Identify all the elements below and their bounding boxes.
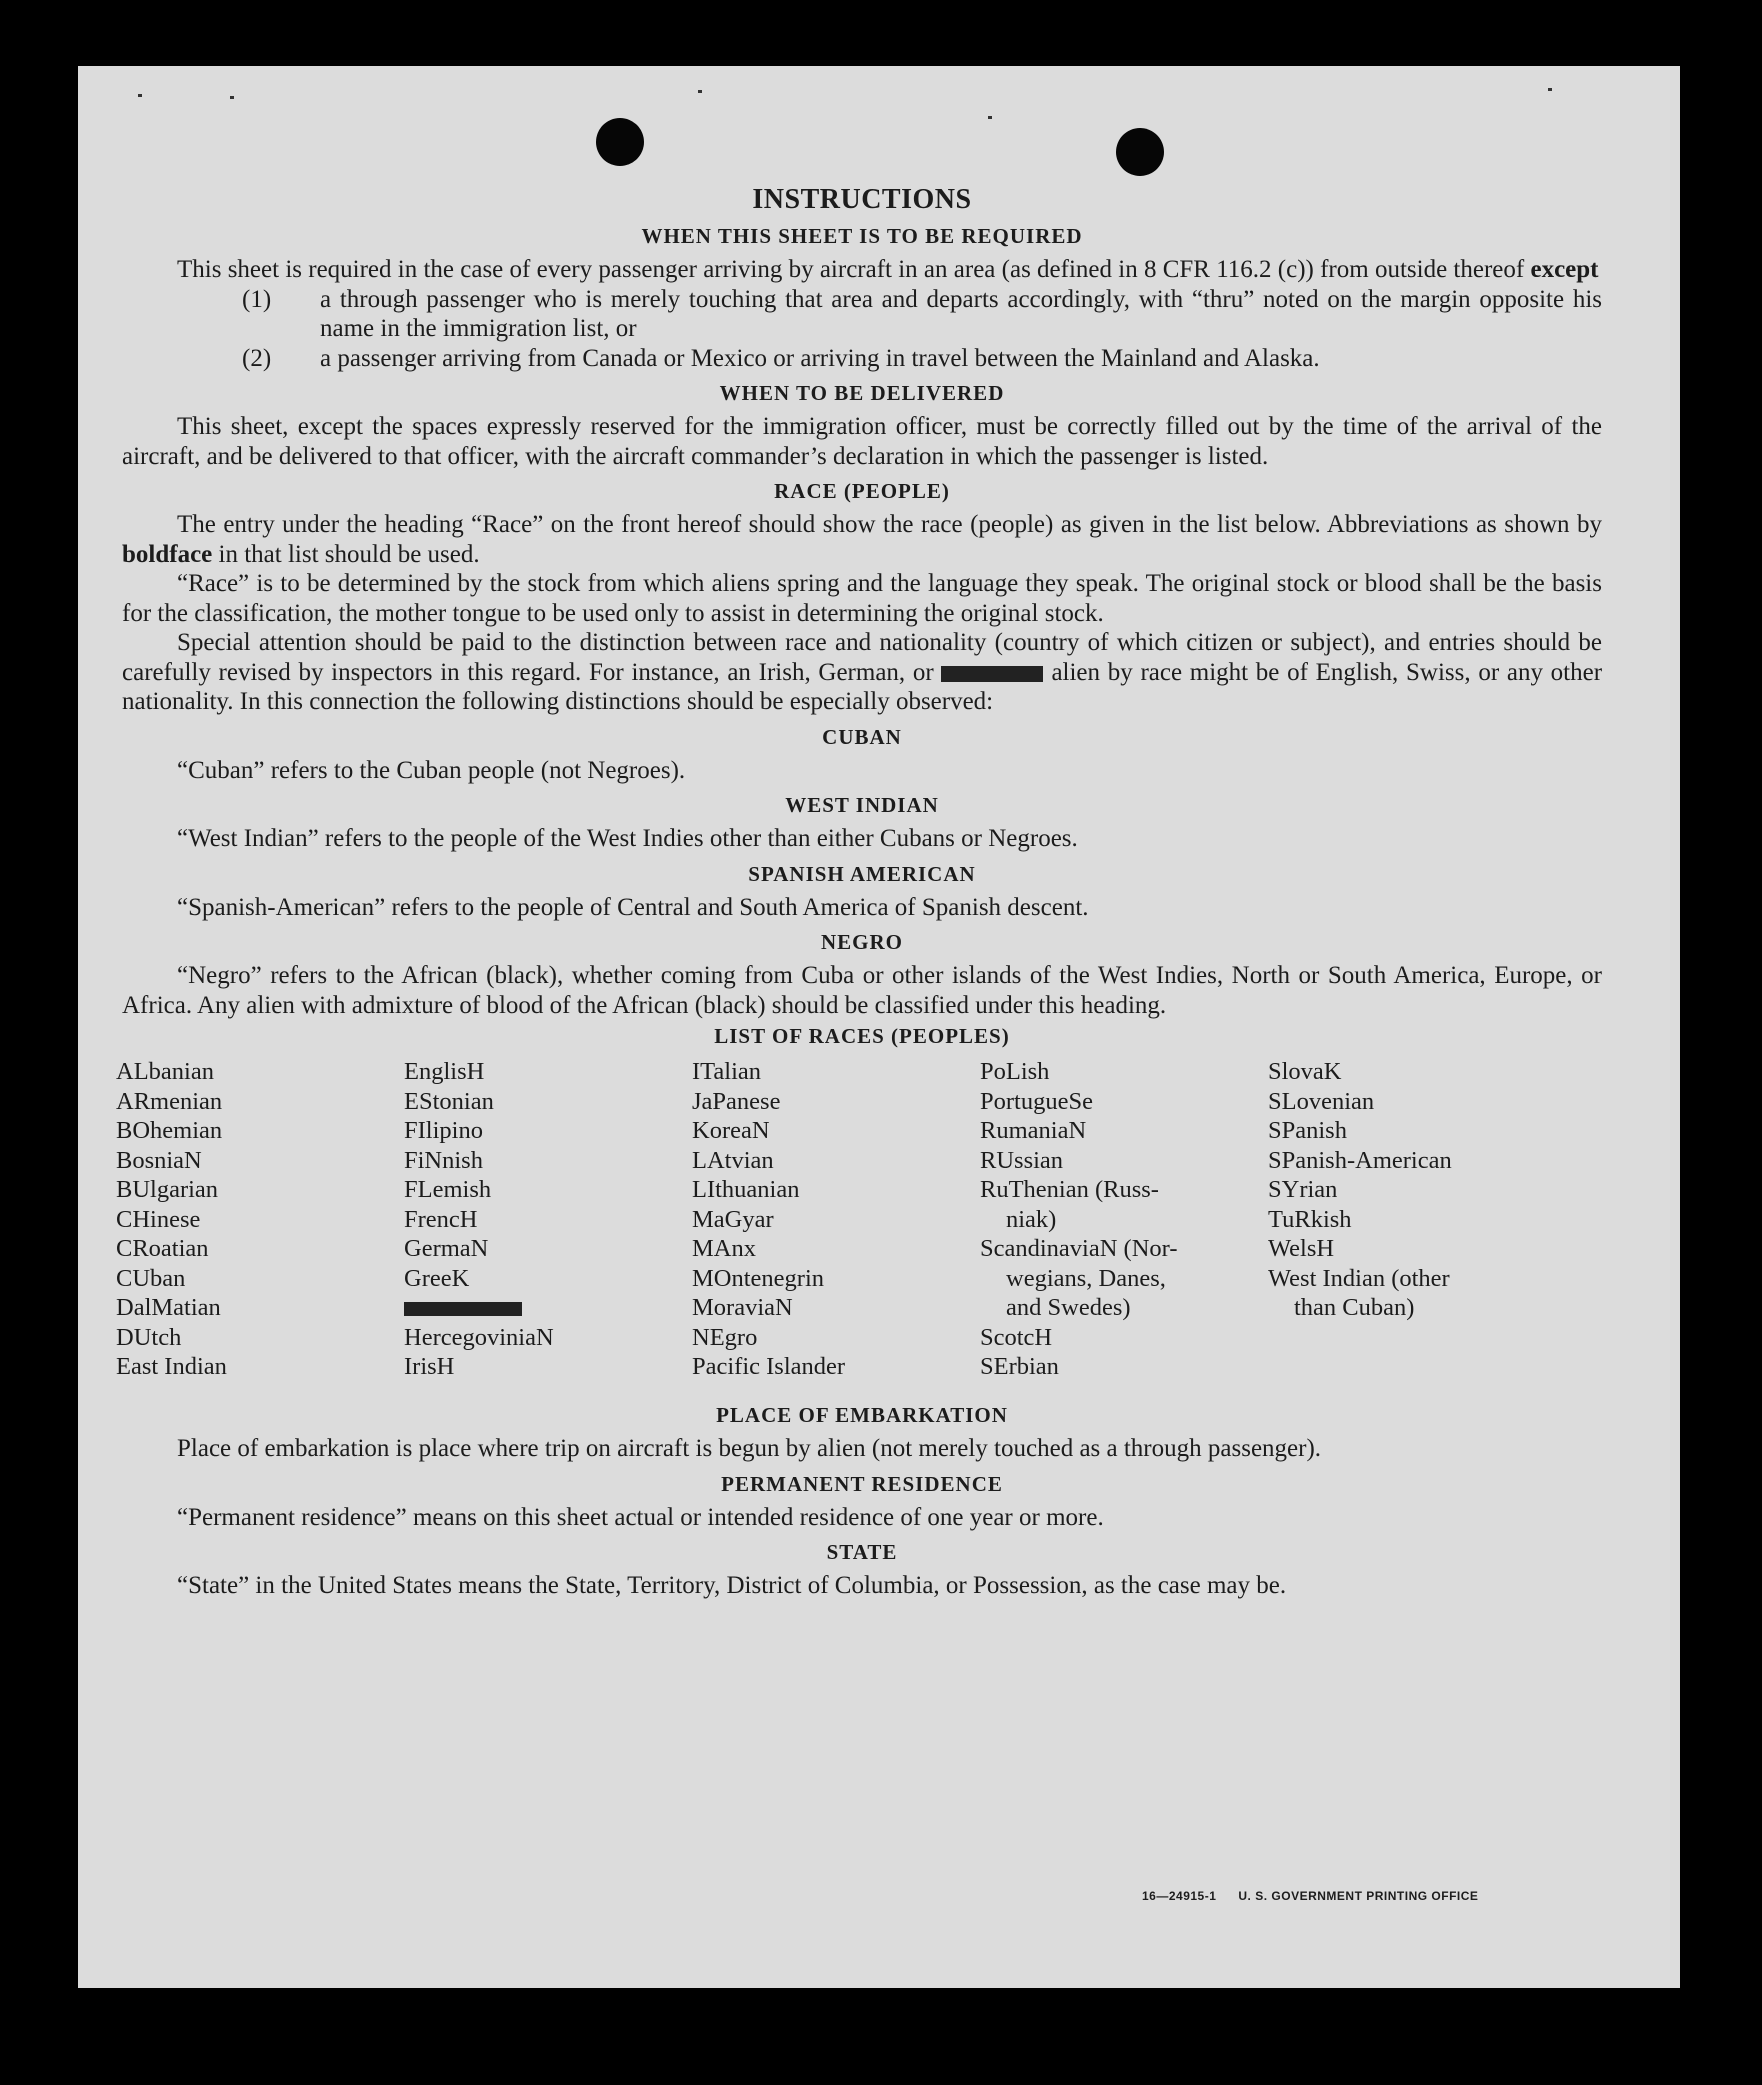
race-entry: DalMatian xyxy=(116,1294,221,1321)
document-sheet xyxy=(78,66,1680,1988)
races-column xyxy=(692,1057,845,1382)
race-entry: Pacific Islander xyxy=(692,1353,846,1380)
races-column xyxy=(116,1057,227,1382)
race-entry: HercegoviniaN xyxy=(404,1323,554,1351)
heading-list-of-races: LIST OF RACES (PEOPLES) xyxy=(714,1024,1010,1048)
west-indian-paragraph: “West Indian” refers to the people of the West Indies other than either Cubans or Negroes. xyxy=(177,825,1078,852)
delivered-paragraph: This sheet, except the spaces expressly reserved for the immigration officer, must be correctly filled out by the time of the arrival of the aircraft, and be delivered to that officer, with the aircraft commander’s declaration in which the passenger is listed. xyxy=(122,413,1602,470)
heading-negro: NEGRO xyxy=(820,930,903,954)
race-entry: BosniaN xyxy=(116,1146,202,1174)
race-entry: FrencH xyxy=(404,1205,478,1233)
races-column xyxy=(980,1057,1177,1382)
item-number: (2) xyxy=(242,344,272,372)
race-entry: CRoatian xyxy=(116,1235,209,1262)
heading-embarkation: PLACE OF EMBARKATION xyxy=(716,1403,1008,1427)
race-entry: PoLish xyxy=(980,1058,1050,1085)
race-bold-text: boldface xyxy=(122,540,213,568)
race-entry: ScandinaviaN (Nor- xyxy=(980,1235,1178,1262)
race-entry: FIlipino xyxy=(404,1117,483,1144)
negro-paragraph: “Negro” refers to the African (black), whether coming from Cuba or other islands of the West Indies, North or South America, Europe, or Africa. Any alien with admixture of blood of the African (black) should be classified under this heading. xyxy=(122,962,1602,1019)
race-entry: RUssian xyxy=(980,1146,1064,1174)
race-entry: FiNnish xyxy=(404,1146,483,1174)
speck xyxy=(1548,88,1552,91)
race-entry: CHinese xyxy=(116,1205,201,1233)
embarkation-paragraph: Place of embarkation is place where trip on aircraft is begun by alien (not merely touched as a through passenger). xyxy=(177,1435,1322,1462)
race-entry: LIthuanian xyxy=(692,1176,800,1203)
race-entry: SYrian xyxy=(1268,1176,1338,1203)
race-entry: SPanish xyxy=(1268,1117,1347,1144)
item-text: a through passenger who is merely touching that area and departs accordingly, with “thru” noted on the margin opposite his name in the immigration list, or xyxy=(320,285,1602,342)
race-entry: SPanish-American xyxy=(1268,1146,1452,1174)
heading-spanish-american: SPANISH AMERICAN xyxy=(748,861,976,886)
race-text: in that list should be used. xyxy=(218,540,480,568)
state-paragraph: “State” in the United States means the State, Territory, District of Columbia, or Possession, as the case may be. xyxy=(177,1572,1287,1599)
heading-west-indian: WEST INDIAN xyxy=(785,793,939,817)
race-entry: EnglisH xyxy=(404,1058,485,1085)
race-entry: PortugueSe xyxy=(980,1087,1093,1115)
form-number: 16—24915-1 xyxy=(1142,1889,1217,1903)
item-number: (1) xyxy=(242,285,272,313)
race-entry: NEgro xyxy=(692,1323,758,1351)
speck xyxy=(698,90,702,93)
race-paragraph-3 xyxy=(122,628,1602,717)
race-entry: West Indian (other xyxy=(1268,1264,1450,1292)
race-entry: KoreaN xyxy=(692,1117,770,1144)
heading-required: WHEN THIS SHEET IS TO BE REQUIRED xyxy=(641,224,1083,248)
printer-imprint xyxy=(1142,1889,1500,1903)
race-entry: MOntenegrin xyxy=(692,1264,824,1292)
race-entry: TuRkish xyxy=(1268,1205,1352,1233)
race-entry: ARmenian xyxy=(116,1087,223,1115)
spanish-american-paragraph: “Spanish-American” refers to the people of Central and South America of Spanish descent. xyxy=(177,893,1089,921)
heading-state: STATE xyxy=(826,1540,898,1564)
race-entry: WelsH xyxy=(1268,1235,1335,1262)
page-title: INSTRUCTIONS xyxy=(752,184,972,215)
races-list xyxy=(116,1057,1602,1395)
race-entry: East Indian xyxy=(116,1353,227,1380)
heading-delivered: WHEN TO BE DELIVERED xyxy=(719,381,1005,405)
required-text: This sheet is required in the case of every passenger arriving by aircraft in an area (as defined in 8 CFR 116.2 (c)) from outside thereof xyxy=(177,256,1525,283)
race-entry: ScotcH xyxy=(980,1323,1053,1351)
race-text: The entry under the heading “Race” on the front hereof should show the race (people) as given in the list below. Abbreviations as shown by xyxy=(177,511,1602,538)
race-entry: MaGyar xyxy=(692,1205,774,1233)
heading-permanent-residence: PERMANENT RESIDENCE xyxy=(721,1471,1003,1496)
except-word: except xyxy=(1530,256,1599,283)
race-entry-redacted xyxy=(404,1293,554,1323)
speck xyxy=(230,96,234,99)
race-entry: BOhemian xyxy=(116,1117,223,1144)
race-entry: JaPanese xyxy=(692,1087,781,1115)
races-column xyxy=(1268,1057,1452,1323)
race-entry: CUban xyxy=(116,1264,186,1292)
race-entry: GermaN xyxy=(404,1235,489,1262)
race-entry: RumaniaN xyxy=(980,1117,1087,1144)
cuban-paragraph: “Cuban” refers to the Cuban people (not Negroes). xyxy=(177,756,686,784)
race-entry: ALbanian xyxy=(116,1058,214,1085)
punch-hole-left xyxy=(596,118,644,166)
redaction-mark xyxy=(404,1302,522,1316)
speck xyxy=(988,116,992,119)
races-column xyxy=(404,1057,554,1382)
instructions-content xyxy=(116,184,1603,1601)
required-item xyxy=(122,344,1602,374)
race-entry: RuThenian (Russ- xyxy=(980,1176,1159,1203)
race-paragraph-2: “Race” is to be determined by the stock from which aliens spring and the language they speak. The original stock or blood shall be the basis for the classification, the mother tongue to be used only to assist in determining the original stock. xyxy=(122,570,1602,627)
heading-cuban: CUBAN xyxy=(822,724,902,749)
race-entry: EStonian xyxy=(404,1087,494,1115)
race-entry: ITalian xyxy=(692,1058,762,1085)
redaction-mark xyxy=(941,666,1043,682)
race-entry: IrisH xyxy=(404,1353,455,1380)
race-entry: GreeK xyxy=(404,1264,470,1292)
race-entry: LAtvian xyxy=(692,1146,774,1174)
race-entry: SlovaK xyxy=(1268,1058,1342,1085)
race-entry: FLemish xyxy=(404,1176,492,1203)
race-entry: BUlgarian xyxy=(116,1176,219,1203)
printer-name: U. S. GOVERNMENT PRINTING OFFICE xyxy=(1238,1889,1479,1903)
race-entry: SLovenian xyxy=(1268,1087,1375,1115)
speck xyxy=(138,94,142,97)
race-text: alien by race might be of English, Swiss, or any other nationality. In this connection the following distinctions should be especially observed: xyxy=(122,658,1603,715)
race-paragraph-1 xyxy=(122,510,1602,569)
item-text: a passenger arriving from Canada or Mexico or arriving in travel between the Mainland and Alaska. xyxy=(320,344,1320,372)
race-entry-continued: niak) xyxy=(1006,1205,1057,1233)
required-paragraph xyxy=(122,255,1602,285)
race-entry-continued: than Cuban) xyxy=(1294,1294,1415,1321)
heading-race: RACE (PEOPLE) xyxy=(774,479,950,503)
race-entry-continued: and Swedes) xyxy=(1006,1294,1131,1321)
race-text: Special attention should be paid to the distinction between race and nationality (country of which citizen or subject), and entries should be carefully revised by inspectors in this regard. For instance, an Irish, German, or xyxy=(122,629,1602,686)
race-entry-continued: wegians, Danes, xyxy=(1006,1264,1166,1292)
required-item xyxy=(122,285,1602,344)
race-entry: SErbian xyxy=(980,1353,1059,1380)
race-entry: MAnx xyxy=(692,1235,756,1262)
punch-hole-right xyxy=(1116,128,1164,176)
race-entry: DUtch xyxy=(116,1323,182,1351)
race-entry: MoraviaN xyxy=(692,1294,793,1321)
residence-paragraph: “Permanent residence” means on this sheet actual or intended residence of one year or more. xyxy=(177,1503,1104,1531)
